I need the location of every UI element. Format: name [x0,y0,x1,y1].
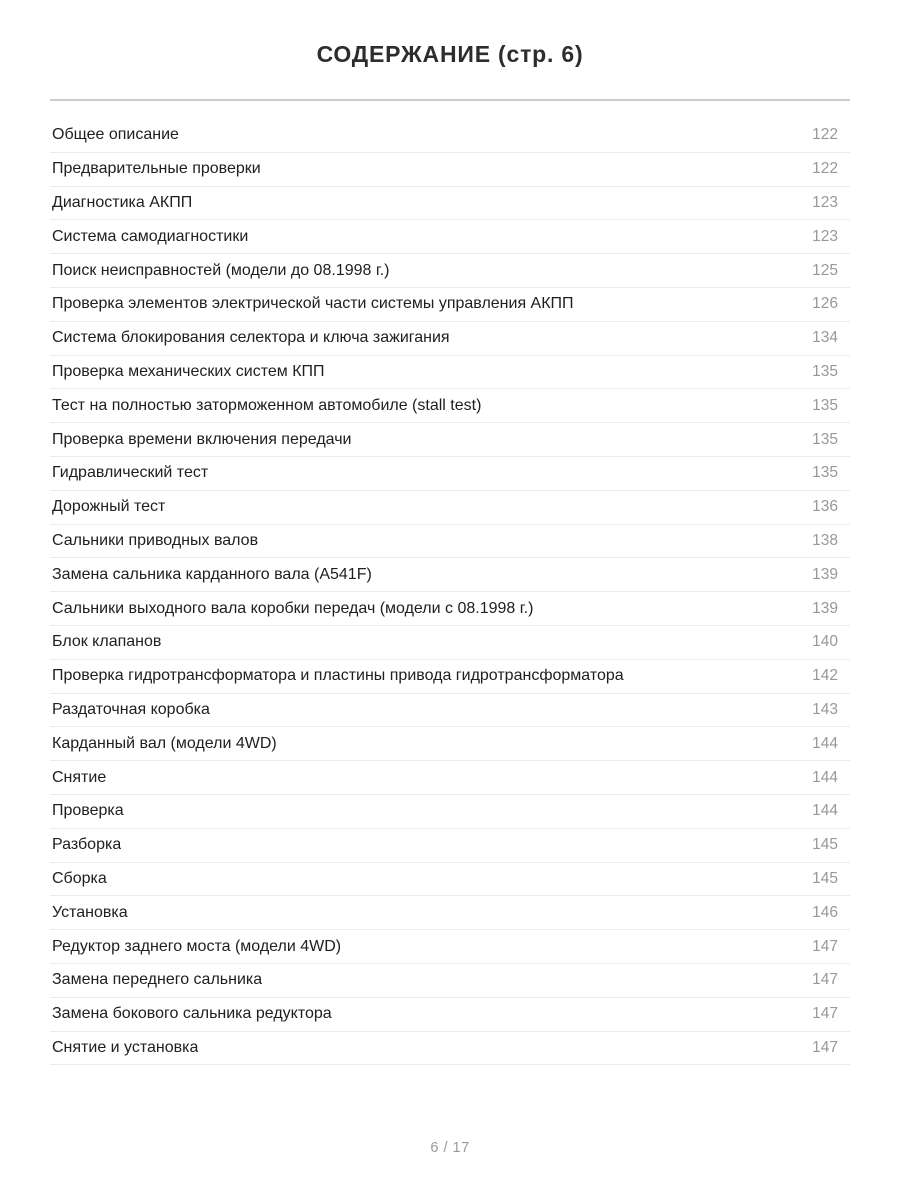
toc-row[interactable] [50,964,850,998]
toc-row[interactable] [50,930,850,964]
toc-item-label: Раздаточная коробка [52,700,210,718]
toc-item-page: 142 [812,667,838,685]
toc-item-label: Система самодиагностики [52,227,249,245]
toc-item-page: 126 [812,295,838,313]
toc-item-label: Тест на полностью заторможенном автомобиле (stall test) [52,396,482,414]
toc-row[interactable] [50,694,850,728]
toc-row[interactable] [50,187,850,221]
toc-row[interactable] [50,220,850,254]
toc-item-label: Проверка [52,802,124,820]
toc-item-page: 135 [812,396,838,414]
toc-item-page: 139 [812,599,838,617]
toc-item-page: 134 [812,329,838,347]
toc-row[interactable] [50,660,850,694]
toc-item-page: 139 [812,565,838,583]
toc-row[interactable] [50,254,850,288]
toc-row[interactable] [50,592,850,626]
toc-item-label: Проверка времени включения передачи [52,430,352,448]
toc-row[interactable] [50,727,850,761]
toc-item-label: Проверка элементов электрической части системы управления АКПП [52,295,574,313]
toc-item-label: Замена переднего сальника [52,971,263,989]
toc-item-page: 136 [812,498,838,516]
toc-item-label: Сальники приводных валов [52,531,259,549]
toc-item-label: Разборка [52,836,122,854]
toc-item-page: 122 [812,126,838,144]
toc-row[interactable] [50,491,850,525]
toc-item-page: 135 [812,464,838,482]
toc-row[interactable] [50,829,850,863]
toc-item-page: 147 [812,1005,838,1023]
toc-item-label: Поиск неисправностей (модели до 08.1998 г.) [52,261,390,279]
toc-item-label: Проверка механических систем КПП [52,362,325,380]
toc-row[interactable] [50,863,850,897]
toc-item-label: Диагностика АКПП [52,193,193,211]
toc-item-page: 144 [812,734,838,752]
toc-item-page: 125 [812,261,838,279]
toc-item-label: Снятие [52,768,107,786]
toc-row[interactable] [50,322,850,356]
toc-row[interactable] [50,525,850,559]
toc-row[interactable] [50,896,850,930]
toc-item-label: Дорожный тест [52,498,166,516]
toc-item-page: 147 [812,937,838,955]
toc-item-page: 145 [812,836,838,854]
toc-item-page: 123 [812,193,838,211]
toc-item-label: Блок клапанов [52,633,162,651]
toc-row[interactable] [50,558,850,592]
toc-item-page: 146 [812,903,838,921]
toc-item-label: Снятие и установка [52,1038,199,1056]
toc-item-page: 135 [812,362,838,380]
toc-item-page: 144 [812,802,838,820]
toc-row[interactable] [50,795,850,829]
toc-row[interactable] [50,356,850,390]
toc-item-label: Установка [52,903,128,921]
page-indicator: 6 / 17 [430,1140,470,1156]
toc-item-label: Замена бокового сальника редуктора [52,1005,332,1023]
toc-item-page: 145 [812,869,838,887]
toc-item-label: Система блокирования селектора и ключа зажигания [52,329,450,347]
header-divider [50,99,850,101]
toc-row[interactable] [50,1032,850,1066]
toc-item-page: 140 [812,633,838,651]
toc-item-label: Проверка гидротрансформатора и пластины привода гидротрансформатора [52,667,624,685]
toc-list [50,119,850,1065]
toc-item-label: Редуктор заднего моста (модели 4WD) [52,937,342,955]
toc-row[interactable] [50,457,850,491]
toc-item-page: 122 [812,160,838,178]
toc-item-label: Сальники выходного вала коробки передач (модели с 08.1998 г.) [52,599,534,617]
toc-item-page: 143 [812,700,838,718]
toc-row[interactable] [50,288,850,322]
toc-item-page: 138 [812,531,838,549]
toc-item-label: Замена сальника карданного вала (A541F) [52,565,372,583]
toc-row[interactable] [50,153,850,187]
toc-row[interactable] [50,423,850,457]
page-header [0,0,900,68]
toc-item-label: Карданный вал (модели 4WD) [52,734,277,752]
toc-item-label: Гидравлический тест [52,464,209,482]
toc-item-label: Предварительные проверки [52,160,261,178]
page-title: СОДЕРЖАНИЕ (стр. 6) [316,41,584,67]
toc-item-page: 147 [812,971,838,989]
toc-row[interactable] [50,389,850,423]
toc-item-page: 123 [812,227,838,245]
toc-item-page: 147 [812,1038,838,1056]
toc-item-label: Сборка [52,869,107,887]
toc-row[interactable] [50,119,850,153]
toc-item-label: Общее описание [52,126,179,144]
toc-item-page: 144 [812,768,838,786]
toc-row[interactable] [50,626,850,660]
toc-row[interactable] [50,998,850,1032]
toc-item-page: 135 [812,430,838,448]
toc-row[interactable] [50,761,850,795]
